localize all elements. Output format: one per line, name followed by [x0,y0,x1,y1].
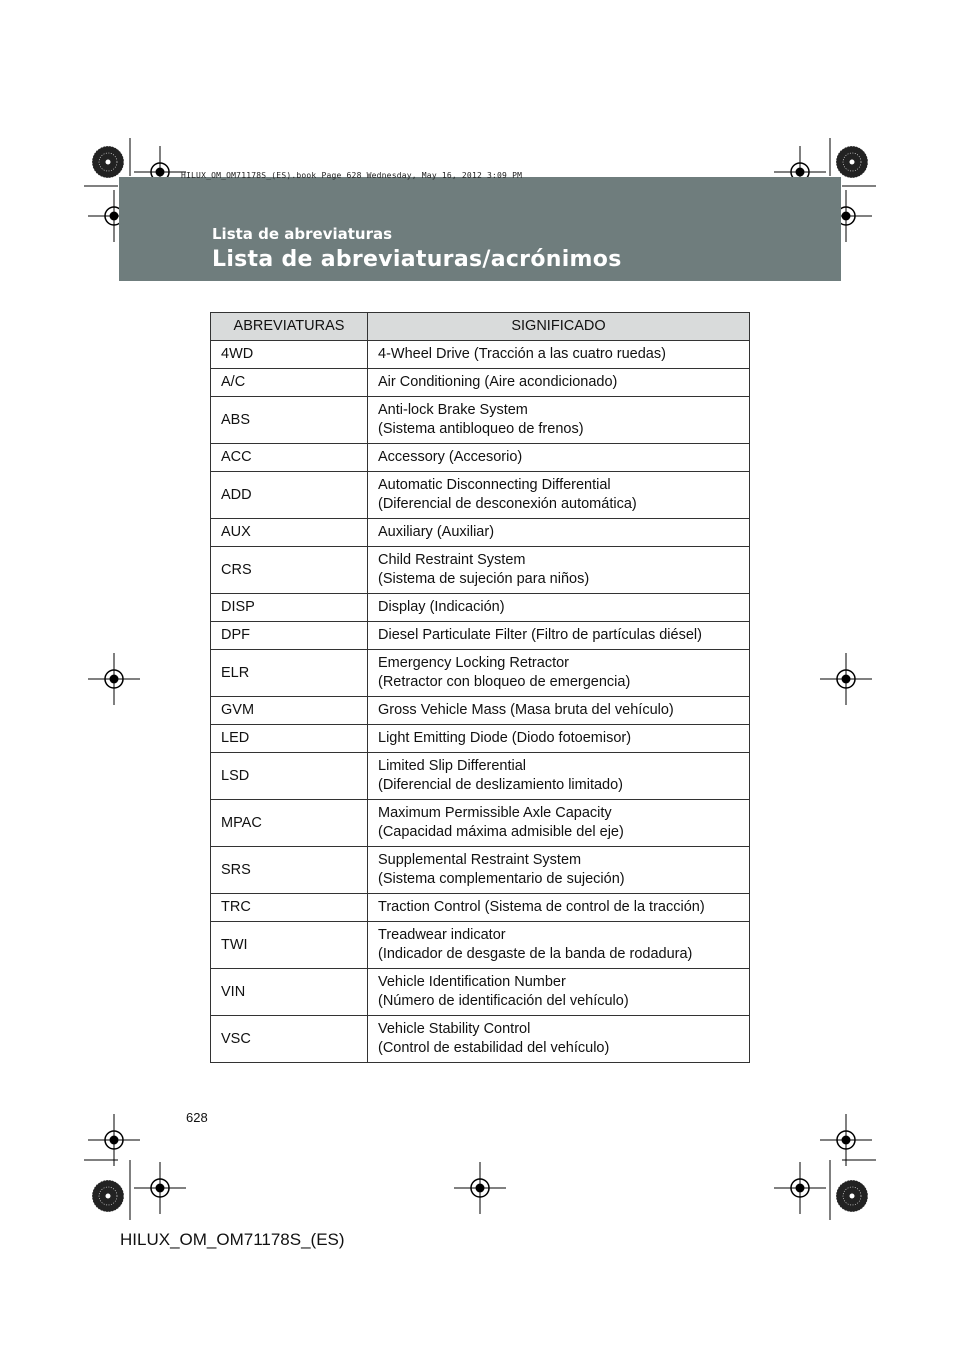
table-row [211,847,750,894]
abbreviation-cell: MPAC [211,800,368,847]
meaning-cell [368,397,750,444]
table-row [211,369,750,397]
meaning-line: (Capacidad máxima admisible del eje) [378,824,624,840]
meaning-cell [368,444,750,472]
registration-mark [88,1114,140,1166]
meaning-cell [368,341,750,369]
meaning-line: Vehicle Identification Number [378,974,566,990]
meaning-line: Accessory (Accesorio) [378,449,523,465]
registration-star-mark [92,146,124,178]
abbreviation-cell: AUX [211,519,368,547]
meaning-line: Vehicle Stability Control [378,1021,531,1037]
meaning-line: (Control de estabilidad del vehículo) [378,1040,610,1056]
registration-star-mark [92,1180,124,1212]
abbreviation-cell: A/C [211,369,368,397]
abbreviation-cell: ELR [211,650,368,697]
table-row [211,753,750,800]
meaning-cell [368,1016,750,1063]
page-number: 628 [186,1110,208,1125]
meaning-line: Treadwear indicator [378,927,506,943]
abbreviation-cell: TRC [211,894,368,922]
table-row [211,969,750,1016]
registration-mark [774,1162,826,1214]
table-row [211,650,750,697]
table-row [211,725,750,753]
meaning-line: Traction Control (Sistema de control de la tracción) [378,899,705,915]
registration-star-mark [836,1180,868,1212]
section-header [119,171,841,281]
meaning-line: Gross Vehicle Mass (Masa bruta del vehículo) [378,702,674,718]
meaning-line: Maximum Permissible Axle Capacity [378,805,612,821]
registration-mark [88,653,140,705]
table-row [211,397,750,444]
abbreviation-cell: DISP [211,594,368,622]
column-header-meaning: SIGNIFICADO [368,313,750,341]
meaning-line: 4-Wheel Drive (Tracción a las cuatro ruedas) [378,346,666,362]
registration-star-mark [836,146,868,178]
column-header-abbreviations: ABREVIATURAS [211,313,368,341]
registration-mark [134,1162,186,1214]
meaning-line: Air Conditioning (Aire acondicionado) [378,374,618,390]
meaning-line: (Retractor con bloqueo de emergencia) [378,674,631,690]
meaning-cell [368,594,750,622]
meaning-line: (Sistema complementario de sujeción) [378,871,625,887]
meaning-line: Supplemental Restraint System [378,852,582,868]
meaning-line: Limited Slip Differential [378,758,527,774]
meaning-cell [368,725,750,753]
table-row [211,1016,750,1063]
section-title: Lista de abreviaturas/acrónimos [212,247,622,272]
abbreviation-cell: TWI [211,922,368,969]
abbreviation-cell: VIN [211,969,368,1016]
table-row [211,594,750,622]
meaning-cell [368,894,750,922]
abbreviation-cell: 4WD [211,341,368,369]
meaning-line: (Diferencial de deslizamiento limitado) [378,777,623,793]
meaning-cell [368,847,750,894]
abbreviation-cell: LED [211,725,368,753]
table-row [211,472,750,519]
meaning-cell [368,472,750,519]
meaning-line: Display (Indicación) [378,599,505,615]
abbreviation-cell: ADD [211,472,368,519]
meaning-line: (Sistema de sujeción para niños) [378,571,590,587]
meaning-line: Child Restraint System [378,552,526,568]
table-row [211,622,750,650]
footer-document-code: HILUX_OM_OM71178S_(ES) [120,1230,345,1249]
meaning-line: Auxiliary (Auxiliar) [378,524,495,540]
meaning-cell [368,622,750,650]
abbreviations-table [210,312,750,1063]
table-row [211,922,750,969]
meaning-cell [368,650,750,697]
abbreviation-cell: LSD [211,753,368,800]
meaning-line: Emergency Locking Retractor [378,655,569,671]
book-info-line: HILUX_OM_OM71178S_(ES).book Page 628 Wednesday, May 16, 2012 3:09 PM [181,171,523,180]
meaning-line: Light Emitting Diode (Diodo fotoemisor) [378,730,632,746]
abbreviation-cell: CRS [211,547,368,594]
meaning-line: (Diferencial de desconexión automática) [378,496,637,512]
abbreviation-cell: ACC [211,444,368,472]
meaning-line: Automatic Disconnecting Differential [378,477,611,493]
section-subtitle: Lista de abreviaturas [212,225,393,243]
meaning-cell [368,753,750,800]
table-row [211,547,750,594]
table-row [211,341,750,369]
table-header-row [211,313,750,341]
meaning-line: Diesel Particulate Filter (Filtro de partículas diésel) [378,627,702,643]
table-row [211,894,750,922]
abbreviation-cell: DPF [211,622,368,650]
abbreviation-cell: GVM [211,697,368,725]
meaning-line: (Número de identificación del vehículo) [378,993,629,1009]
meaning-cell [368,519,750,547]
registration-mark [820,1114,872,1166]
abbreviation-cell: VSC [211,1016,368,1063]
meaning-line: Anti-lock Brake System [378,402,528,418]
table-row [211,519,750,547]
meaning-cell [368,369,750,397]
meaning-cell [368,969,750,1016]
registration-mark [820,653,872,705]
registration-mark [454,1162,506,1214]
meaning-cell [368,547,750,594]
table-row [211,800,750,847]
meaning-cell [368,800,750,847]
meaning-cell [368,697,750,725]
meaning-line: (Indicador de desgaste de la banda de rodadura) [378,946,693,962]
table-body [211,341,750,1063]
table-row [211,697,750,725]
meaning-cell [368,922,750,969]
table-row [211,444,750,472]
abbreviation-cell: SRS [211,847,368,894]
abbreviation-cell: ABS [211,397,368,444]
meaning-line: (Sistema antibloqueo de frenos) [378,421,584,437]
